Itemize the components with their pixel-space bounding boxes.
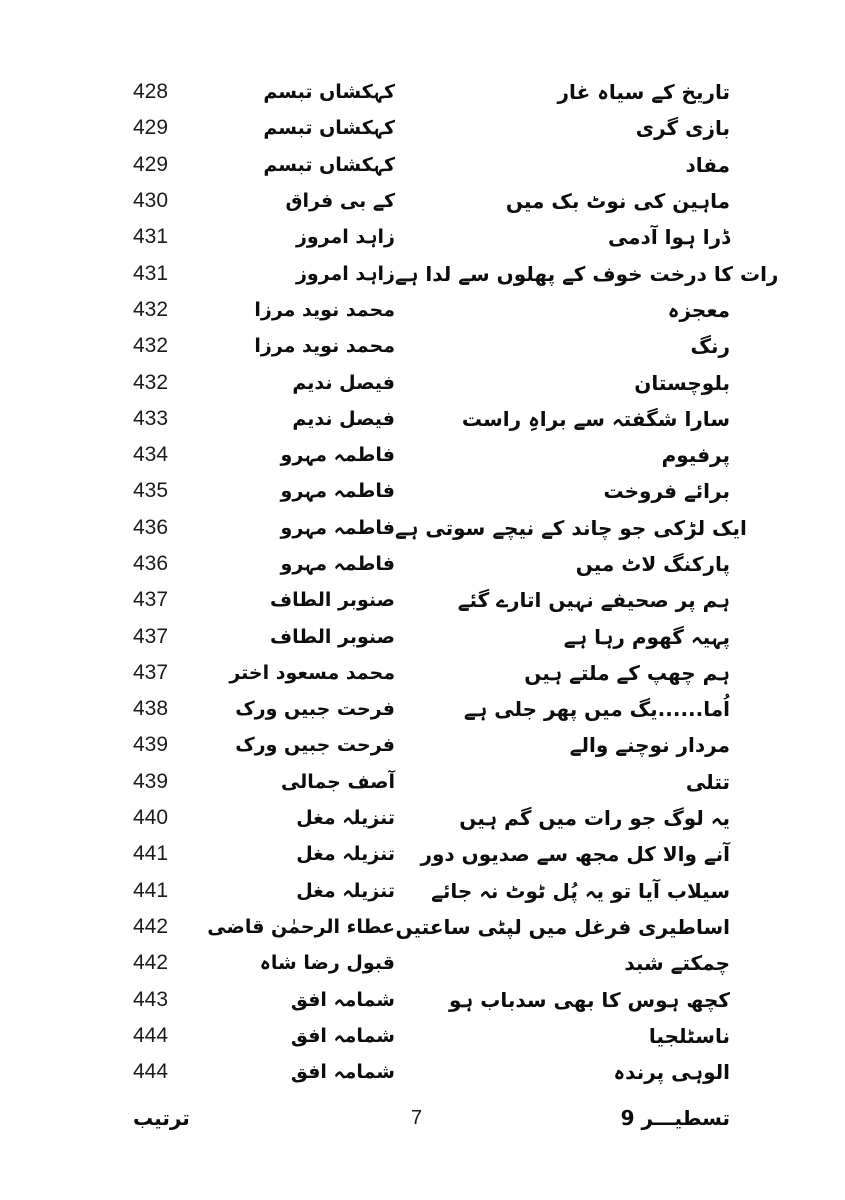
entry-title: معجزہ [667,297,730,322]
entry-page-number: 431 [133,225,169,249]
entry-author: فیصل ندیم [292,371,395,394]
toc-entry-row [133,800,730,836]
entry-title: برائے فروخت [603,479,730,504]
entry-page-number: 444 [133,1060,169,1084]
toc-entry-row [133,219,730,255]
entry-author: صنوبر الطاف [270,589,395,612]
entry-author: فاطمہ مہرو [280,444,395,467]
entry-title: پرفیوم [661,443,730,468]
entry-author: کے بی فراق [285,190,395,213]
entry-title: کچھ ہوس کا بھی سدباب ہو [449,987,730,1012]
toc-entry-row [133,110,730,146]
toc-entry-row [133,582,730,618]
entry-title: سارا شگفتہ سے براہِ راست [461,406,730,431]
toc-entry-row [133,764,730,800]
entry-author: زاہد امروز [295,262,395,285]
entry-author: محمد نوید مرزا [254,335,395,358]
entry-page-number: 434 [133,443,169,467]
toc-entry-row [133,1054,730,1090]
entry-author: فاطمہ مہرو [280,553,395,575]
entry-title: الوہی پرندہ [613,1060,730,1085]
entry-title: ایک لڑکی جو چاند کے نیچے سوتی ہے [395,515,747,540]
entry-author: محمد مسعود اختر [229,661,395,684]
toc-entry-row [133,255,779,291]
toc-entry-row [133,873,730,909]
entry-title: آنے والا کل مجھ سے صدیوں دور [420,842,730,867]
entry-page-number: 433 [133,406,169,430]
toc-entry-row [133,473,730,509]
entry-author: فاطمہ مہرو [280,480,395,503]
entry-page-number: 435 [133,479,169,503]
entry-title: مردار نوچنے والے [569,733,730,758]
entry-page-number: 443 [133,987,169,1011]
entry-title: ماہین کی نوٹ بک میں [505,189,730,214]
entry-title: بازی گری [635,116,730,141]
entry-author: عطاء الرحمٰن قاضی [207,915,395,938]
entry-page-number: 441 [133,842,169,866]
entry-page-number: 437 [133,624,169,648]
entry-page-number: 432 [133,334,169,358]
toc-entry-row [133,691,730,727]
toc-entry-row [133,1018,730,1054]
entry-author: زاہد امروز [295,226,395,249]
entry-page-number: 437 [133,588,169,612]
entry-page-number: 430 [133,189,169,213]
entry-title: بلوچستان [634,370,730,395]
entry-author: کہکشاں تبسم [263,117,395,140]
entry-author: آصف جمالی [280,770,395,793]
toc-entry-row [133,437,730,473]
entry-title: ڈرا ہوا آدمی [607,225,730,250]
entry-author: تنزیلہ مغل [296,843,395,866]
entry-page-number: 439 [133,769,169,793]
entry-page-number: 436 [133,515,169,539]
toc-entry-row [133,401,730,437]
entry-page-number: 429 [133,116,169,140]
entry-author: فرحت جبیں ورک [235,698,395,721]
toc-entry-row [133,618,730,654]
toc-entry-row [133,292,730,328]
entry-title: ناسٹلجیا [648,1023,730,1048]
entry-page-number: 432 [133,297,169,321]
entry-page-number: 442 [133,914,169,938]
toc-entry-row [133,74,730,110]
entry-page-number: 442 [133,951,169,975]
entry-title: تتلی [685,769,730,794]
toc-entry-row [133,183,730,219]
entry-title: سیلاب آیا تو یہ پُل ٹوٹ نہ جائے [431,878,730,903]
entry-author: محمد نوید مرزا [254,298,395,321]
page-footer [0,1100,845,1136]
toc-entry-row [133,147,730,183]
entry-page-number: 440 [133,806,169,830]
toc-entry-row [133,364,730,400]
entry-page-number: 431 [133,261,169,285]
entry-title: ہم چھپ کے ملتے ہیں [524,660,730,685]
entry-author: شمامہ افق [290,1061,395,1084]
entry-page-number: 441 [133,878,169,902]
entry-title: ہم پر صحیفے نہیں اتارے گئے [457,588,730,613]
entry-title: رنگ [690,334,730,359]
entry-title: مفاد [685,152,730,177]
entry-page-number: 428 [133,80,169,104]
entry-author: صنوبر الطاف [270,625,395,648]
entry-title: یہ لوگ جو رات میں گم ہیں [459,806,730,831]
toc-entry-row [133,836,730,872]
entry-author: فرحت جبیں ورک [235,734,395,757]
entry-title: پہیہ گھوم رہا ہے [563,624,730,649]
entry-title: تاریخ کے سیاہ غار [557,80,730,105]
entry-title: اُما......یگ میں پھر جلی ہے [463,697,730,722]
entry-author: کہکشاں تبسم [263,153,395,176]
entry-author: تنزیلہ مغل [296,807,395,830]
entry-author: تنزیلہ مغل [296,879,395,902]
entry-page-number: 439 [133,733,169,757]
footer-page-number: 7 [410,1106,423,1129]
entry-page-number: 436 [133,552,169,575]
entry-page-number: 429 [133,152,169,176]
footer-journal-title: تسطیـــر 9 [620,1106,730,1131]
entry-author: قبول رضا شاہ [259,952,395,975]
toc-entry-row [133,945,730,981]
entry-title: پارکنگ لاٹ میں [575,552,730,576]
toc-entry-row [133,510,747,546]
entry-author: شمامہ افق [290,1024,395,1047]
toc-entry-row [133,727,730,763]
entry-author: فیصل ندیم [292,407,395,430]
entry-title: رات کا درخت خوف کے پھلوں سے لدا ہے [395,261,779,286]
toc-entry-row [133,909,730,945]
entry-page-number: 444 [133,1023,169,1047]
entry-page-number: 438 [133,697,169,721]
entry-author: شمامہ افق [290,988,395,1011]
entry-title: چمکتے شبد [624,951,730,976]
toc-entry-row [133,981,730,1017]
entry-title: اساطیری فرغل میں لپٹی ساعتیں [395,914,730,939]
footer-section-label: ترتیب [133,1106,190,1131]
entry-author: فاطمہ مہرو [280,516,395,539]
toc-entry-row [133,328,730,364]
entry-page-number: 437 [133,660,169,684]
toc-entry-row [133,655,730,691]
entry-page-number: 432 [133,370,169,394]
toc-entry-row [133,546,730,582]
entry-author: کہکشاں تبسم [263,81,395,104]
